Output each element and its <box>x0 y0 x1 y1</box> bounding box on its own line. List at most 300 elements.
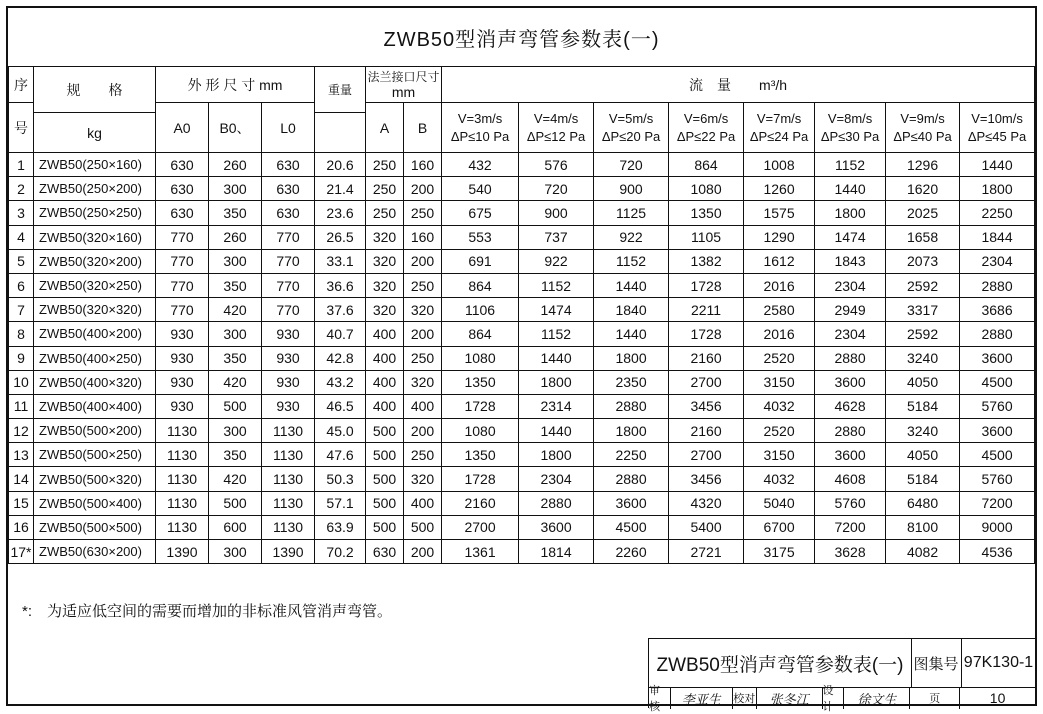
table-cell: 3686 <box>960 298 1035 322</box>
table-cell: 3600 <box>815 370 886 394</box>
table-cell: 2880 <box>815 419 886 443</box>
table-cell: 500 <box>209 491 262 515</box>
table-cell: 1800 <box>594 346 669 370</box>
table-cell: 21.4 <box>315 177 366 201</box>
table-row <box>9 467 1035 491</box>
table-cell: 1728 <box>669 273 744 297</box>
table-cell: 500 <box>366 491 404 515</box>
table-cell: 8100 <box>886 515 960 539</box>
table-cell: 630 <box>366 540 404 564</box>
table-cell: 320 <box>366 225 404 249</box>
table-cell: 540 <box>442 177 519 201</box>
table-cell: 2700 <box>442 515 519 539</box>
weight-unit-header: kg <box>34 113 156 153</box>
table-cell: 930 <box>156 370 209 394</box>
table-cell: 400 <box>366 394 404 418</box>
table-cell: 1800 <box>960 177 1035 201</box>
table-cell: 930 <box>262 322 315 346</box>
velocity-header: V=9m/s ΔP≤40 Pa <box>886 103 960 153</box>
table-cell: 2304 <box>815 273 886 297</box>
table-cell: 3240 <box>886 346 960 370</box>
table-cell: 1296 <box>886 153 960 177</box>
table-cell: 250 <box>366 177 404 201</box>
table-cell: 5184 <box>886 467 960 491</box>
table-cell: 2016 <box>744 322 815 346</box>
table-cell: 770 <box>156 298 209 322</box>
table-cell: 630 <box>262 201 315 225</box>
table-cell: 2160 <box>669 419 744 443</box>
table-cell: 2520 <box>744 346 815 370</box>
design-signature: 徐文生 <box>844 687 910 709</box>
table-cell: 630 <box>156 177 209 201</box>
table-cell: 500 <box>404 515 442 539</box>
table-row <box>9 249 1035 273</box>
table-cell: 630 <box>156 201 209 225</box>
row-number: 10 <box>9 370 34 394</box>
table-cell: 2160 <box>442 491 519 515</box>
table-cell: 2025 <box>886 201 960 225</box>
table-cell: 1152 <box>519 273 594 297</box>
table-cell: 4050 <box>886 370 960 394</box>
table-cell: 2721 <box>669 540 744 564</box>
table-cell: 930 <box>156 346 209 370</box>
velocity-header: V=8m/s ΔP≤30 Pa <box>815 103 886 153</box>
table-cell: 320 <box>366 273 404 297</box>
spec-cell: ZWB50(500×200) <box>34 419 156 443</box>
spec-cell: ZWB50(320×320) <box>34 298 156 322</box>
table-row <box>9 443 1035 467</box>
table-cell: 3600 <box>815 443 886 467</box>
table-cell: 1152 <box>815 153 886 177</box>
table-cell: 4500 <box>960 370 1035 394</box>
review-signature: 李亚生 <box>671 687 733 709</box>
row-number: 14 <box>9 467 34 491</box>
table-cell: 930 <box>156 394 209 418</box>
flange-header: 法兰接口尺寸 mm <box>366 67 442 103</box>
spec-cell: ZWB50(250×250) <box>34 201 156 225</box>
table-row <box>9 225 1035 249</box>
table-cell: 930 <box>262 394 315 418</box>
table-cell: 864 <box>669 153 744 177</box>
table-cell: 7200 <box>960 491 1035 515</box>
title-block-name: ZWB50型消声弯管参数表(一) <box>649 639 912 687</box>
spec-cell: ZWB50(400×400) <box>34 394 156 418</box>
spec-cell: ZWB50(320×200) <box>34 249 156 273</box>
table-cell: 1843 <box>815 249 886 273</box>
table-row <box>9 370 1035 394</box>
row-number: 6 <box>9 273 34 297</box>
table-cell: 1440 <box>519 419 594 443</box>
table-cell: 675 <box>442 201 519 225</box>
table-cell: 1130 <box>262 443 315 467</box>
table-cell: 300 <box>209 540 262 564</box>
table-cell: 1440 <box>594 322 669 346</box>
table-cell: 1260 <box>744 177 815 201</box>
table-cell: 930 <box>262 346 315 370</box>
spec-cell: ZWB50(500×400) <box>34 491 156 515</box>
table-cell: 47.6 <box>315 443 366 467</box>
table-cell: 1130 <box>156 515 209 539</box>
row-number: 17* <box>9 540 34 564</box>
table-cell: 5040 <box>744 491 815 515</box>
table-cell: 1728 <box>669 322 744 346</box>
velocity-header: V=6m/s ΔP≤22 Pa <box>669 103 744 153</box>
table-cell: 26.5 <box>315 225 366 249</box>
table-cell: 1612 <box>744 249 815 273</box>
table-row <box>9 491 1035 515</box>
table-row <box>9 346 1035 370</box>
atlas-label: 图集号 <box>911 639 962 687</box>
table-cell: 1106 <box>442 298 519 322</box>
table-cell: 630 <box>156 153 209 177</box>
table-cell: 40.7 <box>315 322 366 346</box>
table-cell: 20.6 <box>315 153 366 177</box>
row-number: 12 <box>9 419 34 443</box>
table-cell: 2949 <box>815 298 886 322</box>
table-cell: 1080 <box>669 177 744 201</box>
table-cell: 400 <box>366 370 404 394</box>
table-cell: 1080 <box>442 346 519 370</box>
table-cell: 1130 <box>262 491 315 515</box>
table-cell: 320 <box>404 370 442 394</box>
table-cell: 4500 <box>594 515 669 539</box>
table-cell: 770 <box>156 273 209 297</box>
table-cell: 2314 <box>519 394 594 418</box>
table-cell: 420 <box>209 298 262 322</box>
table-cell: 300 <box>209 322 262 346</box>
flow-header: 流 量 m³/h <box>442 67 1035 103</box>
table-cell: 770 <box>156 249 209 273</box>
table-cell: 553 <box>442 225 519 249</box>
table-row <box>9 153 1035 177</box>
table-cell: 260 <box>209 225 262 249</box>
table-cell: 1152 <box>594 249 669 273</box>
table-cell: 200 <box>404 177 442 201</box>
table-cell: 2700 <box>669 370 744 394</box>
table-cell: 1152 <box>519 322 594 346</box>
table-cell: 2592 <box>886 322 960 346</box>
atlas-code: 97K130-1 <box>963 654 1034 671</box>
table-cell: 2211 <box>669 298 744 322</box>
table-cell: 1130 <box>156 443 209 467</box>
table-cell: 2880 <box>960 273 1035 297</box>
table-cell: 3456 <box>669 467 744 491</box>
velocity-header: V=10m/s ΔP≤45 Pa <box>960 103 1035 153</box>
table-cell: 250 <box>366 153 404 177</box>
table-cell: 600 <box>209 515 262 539</box>
velocity-header: V=7m/s ΔP≤24 Pa <box>744 103 815 153</box>
table-cell: 1728 <box>442 394 519 418</box>
table-cell: 922 <box>519 249 594 273</box>
table-cell: 250 <box>404 443 442 467</box>
l0-header: L0 <box>262 103 315 153</box>
table-cell: 160 <box>404 153 442 177</box>
table-cell: 2580 <box>744 298 815 322</box>
table-cell: 1474 <box>815 225 886 249</box>
table-cell: 4050 <box>886 443 960 467</box>
table-cell: 3150 <box>744 370 815 394</box>
table-cell: 2304 <box>960 249 1035 273</box>
check-signature: 张冬江 <box>757 687 823 709</box>
table-cell: 1814 <box>519 540 594 564</box>
table-cell: 770 <box>262 298 315 322</box>
table-cell: 2250 <box>960 201 1035 225</box>
table-cell: 1350 <box>669 201 744 225</box>
table-cell: 500 <box>366 515 404 539</box>
table-cell: 320 <box>366 298 404 322</box>
table-cell: 400 <box>404 394 442 418</box>
row-number: 1 <box>9 153 34 177</box>
table-cell: 2304 <box>815 322 886 346</box>
table-cell: 3175 <box>744 540 815 564</box>
table-cell: 2880 <box>960 322 1035 346</box>
table-cell: 420 <box>209 467 262 491</box>
spec-cell: ZWB50(400×250) <box>34 346 156 370</box>
table-cell: 5400 <box>669 515 744 539</box>
table-cell: 691 <box>442 249 519 273</box>
table-cell: 350 <box>209 346 262 370</box>
table-cell: 400 <box>366 346 404 370</box>
table-cell: 500 <box>366 467 404 491</box>
row-number: 8 <box>9 322 34 346</box>
table-cell: 930 <box>262 370 315 394</box>
table-cell: 1350 <box>442 443 519 467</box>
table-row <box>9 201 1035 225</box>
table-cell: 500 <box>366 443 404 467</box>
table-cell: 42.8 <box>315 346 366 370</box>
row-number: 5 <box>9 249 34 273</box>
review-label: 审核 <box>649 687 671 709</box>
spec-header: 规 格 <box>34 67 156 113</box>
table-cell: 900 <box>519 201 594 225</box>
row-number: 2 <box>9 177 34 201</box>
flange-b-header: B <box>404 103 442 153</box>
table-cell: 1474 <box>519 298 594 322</box>
table-cell: 5184 <box>886 394 960 418</box>
spec-cell: ZWB50(630×200) <box>34 540 156 564</box>
table-cell: 70.2 <box>315 540 366 564</box>
table-cell: 1440 <box>960 153 1035 177</box>
table-cell: 3600 <box>519 515 594 539</box>
table-cell: 2880 <box>519 491 594 515</box>
row-number: 3 <box>9 201 34 225</box>
table-cell: 4628 <box>815 394 886 418</box>
table-cell: 1440 <box>594 273 669 297</box>
spec-cell: ZWB50(320×250) <box>34 273 156 297</box>
table-cell: 6480 <box>886 491 960 515</box>
table-cell: 350 <box>209 273 262 297</box>
table-cell: 300 <box>209 419 262 443</box>
table-cell: 43.2 <box>315 370 366 394</box>
table-cell: 420 <box>209 370 262 394</box>
table-cell: 2250 <box>594 443 669 467</box>
table-cell: 1105 <box>669 225 744 249</box>
spec-cell: ZWB50(500×500) <box>34 515 156 539</box>
spec-cell: ZWB50(250×200) <box>34 177 156 201</box>
table-row <box>9 419 1035 443</box>
table-cell: 160 <box>404 225 442 249</box>
spec-cell: ZWB50(400×320) <box>34 370 156 394</box>
table-cell: 23.6 <box>315 201 366 225</box>
table-cell: 770 <box>262 249 315 273</box>
table-cell: 350 <box>209 443 262 467</box>
drawing-sheet <box>6 6 1037 713</box>
table-cell: 2160 <box>669 346 744 370</box>
page-label: 页 <box>910 687 960 709</box>
velocity-header: V=3m/s ΔP≤10 Pa <box>442 103 519 153</box>
table-cell: 45.0 <box>315 419 366 443</box>
spec-cell: ZWB50(250×160) <box>34 153 156 177</box>
table-cell: 1440 <box>519 346 594 370</box>
table-cell: 1130 <box>262 515 315 539</box>
table-cell: 50.3 <box>315 467 366 491</box>
table-cell: 1840 <box>594 298 669 322</box>
table-cell: 320 <box>404 467 442 491</box>
table-cell: 36.6 <box>315 273 366 297</box>
seq-header-top: 序 <box>9 67 34 103</box>
table-cell: 1728 <box>442 467 519 491</box>
table-cell: 400 <box>404 491 442 515</box>
table-cell: 2304 <box>519 467 594 491</box>
spec-cell: ZWB50(500×250) <box>34 443 156 467</box>
table-cell: 3317 <box>886 298 960 322</box>
table-cell: 5760 <box>960 394 1035 418</box>
design-label: 设计 <box>823 687 845 709</box>
table-cell: 630 <box>262 153 315 177</box>
table-cell: 1361 <box>442 540 519 564</box>
table-cell: 320 <box>404 298 442 322</box>
table-cell: 37.6 <box>315 298 366 322</box>
spec-cell: ZWB50(500×320) <box>34 467 156 491</box>
table-cell: 2880 <box>594 467 669 491</box>
table-cell: 1130 <box>262 467 315 491</box>
table-cell: 1800 <box>519 443 594 467</box>
table-cell: 1125 <box>594 201 669 225</box>
table-cell: 3150 <box>744 443 815 467</box>
table-cell: 57.1 <box>315 491 366 515</box>
table-cell: 1800 <box>519 370 594 394</box>
table-cell: 200 <box>404 540 442 564</box>
table-cell: 2592 <box>886 273 960 297</box>
table-cell: 300 <box>209 249 262 273</box>
table-cell: 930 <box>156 322 209 346</box>
velocity-header: V=5m/s ΔP≤20 Pa <box>594 103 669 153</box>
row-number: 13 <box>9 443 34 467</box>
table-cell: 1350 <box>442 370 519 394</box>
table-cell: 1800 <box>815 201 886 225</box>
table-cell: 432 <box>442 153 519 177</box>
table-cell: 4500 <box>960 443 1035 467</box>
table-cell: 7200 <box>815 515 886 539</box>
table-cell: 4082 <box>886 540 960 564</box>
table-cell: 500 <box>209 394 262 418</box>
table-cell: 2880 <box>594 394 669 418</box>
parameter-table <box>8 66 1035 564</box>
row-number: 7 <box>9 298 34 322</box>
table-cell: 1844 <box>960 225 1035 249</box>
table-cell: 2880 <box>815 346 886 370</box>
table-cell: 1130 <box>156 419 209 443</box>
spec-cell: ZWB50(320×160) <box>34 225 156 249</box>
table-cell: 2073 <box>886 249 960 273</box>
table-cell: 300 <box>209 177 262 201</box>
table-cell: 2260 <box>594 540 669 564</box>
table-cell: 200 <box>404 249 442 273</box>
table-cell: 1620 <box>886 177 960 201</box>
table-cell: 250 <box>366 201 404 225</box>
table-cell: 320 <box>366 249 404 273</box>
table-cell: 1008 <box>744 153 815 177</box>
table-cell: 900 <box>594 177 669 201</box>
table-row <box>9 273 1035 297</box>
table-cell: 33.1 <box>315 249 366 273</box>
table-cell: 46.5 <box>315 394 366 418</box>
b0-header: B0、 <box>209 103 262 153</box>
title-block <box>648 638 1035 713</box>
table-cell: 1390 <box>262 540 315 564</box>
a0-header: A0 <box>156 103 209 153</box>
check-label: 校对 <box>733 687 757 709</box>
table-cell: 2350 <box>594 370 669 394</box>
table-cell: 3600 <box>960 346 1035 370</box>
table-row <box>9 394 1035 418</box>
table-row <box>9 322 1035 346</box>
table-cell: 922 <box>594 225 669 249</box>
outer-dim-header: 外 形 尺 寸 mm <box>156 67 315 103</box>
table-cell: 770 <box>262 273 315 297</box>
table-cell: 3628 <box>815 540 886 564</box>
table-cell: 500 <box>366 419 404 443</box>
table-cell: 4608 <box>815 467 886 491</box>
footnote: *: 为适应低空间的需要而增加的非标准风管消声弯管。 <box>22 603 393 620</box>
table-cell: 1390 <box>156 540 209 564</box>
row-number: 11 <box>9 394 34 418</box>
table-cell: 9000 <box>960 515 1035 539</box>
table-cell: 4536 <box>960 540 1035 564</box>
row-number: 15 <box>9 491 34 515</box>
table-cell: 4032 <box>744 467 815 491</box>
table-cell: 1440 <box>815 177 886 201</box>
table-cell: 200 <box>404 322 442 346</box>
spec-cell: ZWB50(400×200) <box>34 322 156 346</box>
table-cell: 770 <box>262 225 315 249</box>
table-cell: 1130 <box>156 491 209 515</box>
table-cell: 1575 <box>744 201 815 225</box>
table-cell: 4320 <box>669 491 744 515</box>
table-cell: 720 <box>594 153 669 177</box>
table-cell: 2016 <box>744 273 815 297</box>
table-cell: 1800 <box>594 419 669 443</box>
table-cell: 250 <box>404 273 442 297</box>
page-number: 10 <box>989 690 1006 706</box>
table-cell: 1658 <box>886 225 960 249</box>
table-cell: 770 <box>156 225 209 249</box>
row-number: 9 <box>9 346 34 370</box>
table-cell: 2520 <box>744 419 815 443</box>
table-cell: 864 <box>442 273 519 297</box>
seq-header-bottom: 号 <box>9 103 34 153</box>
table-cell: 1382 <box>669 249 744 273</box>
table-cell: 3600 <box>960 419 1035 443</box>
table-title: ZWB50型消声弯管参数表(一) <box>8 8 1035 67</box>
table-row <box>9 298 1035 322</box>
table-row <box>9 540 1035 564</box>
table-cell: 1130 <box>156 467 209 491</box>
table-cell: 576 <box>519 153 594 177</box>
table-cell: 6700 <box>744 515 815 539</box>
table-cell: 3456 <box>669 394 744 418</box>
table-cell: 400 <box>366 322 404 346</box>
